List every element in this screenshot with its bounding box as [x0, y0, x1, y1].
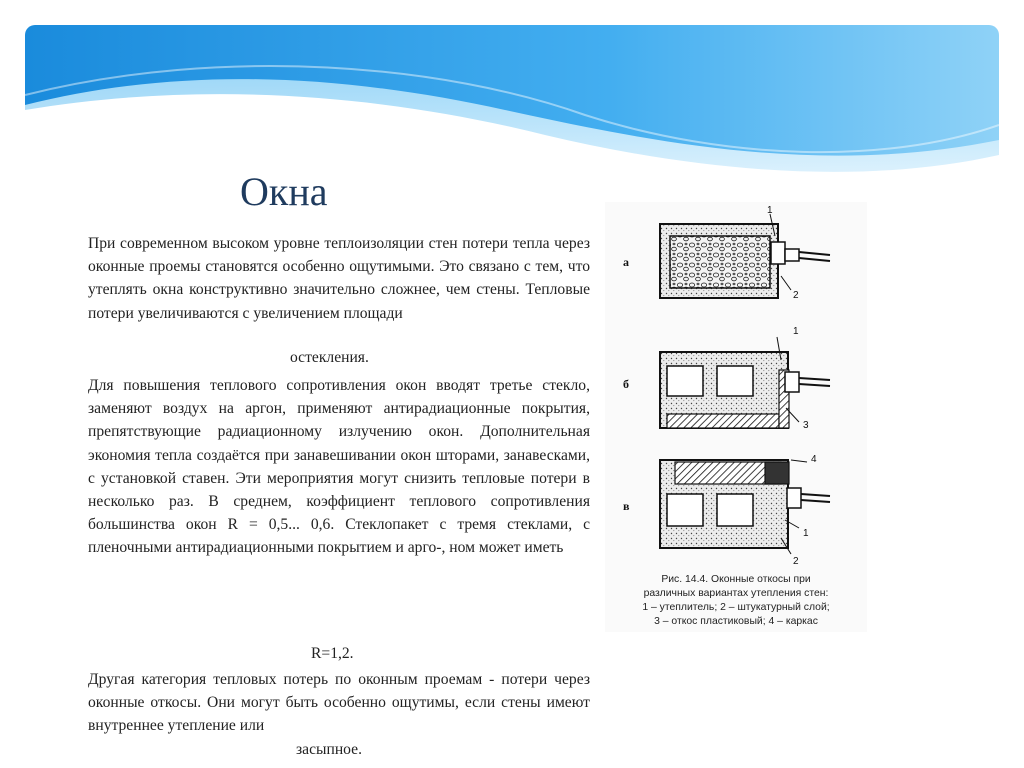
paragraph-1: При современном высоком уровне теплоизоляции стен потери тепла через оконные проемы становятся особенно ощутимыми. Это связано с тем, что утеплять окна конструктивно значительно сложнее, чем стены. Тепловые потери увеличиваются с увеличением площади [88, 235, 590, 322]
header-banner [25, 25, 999, 185]
section-a [660, 214, 830, 298]
caption-line-4: 3 – откос пластиковый; 4 – каркас [654, 616, 818, 627]
label-b: б [623, 377, 629, 391]
caption-line-2: различных вариантах утепления стен: [643, 588, 829, 599]
label-c: в [623, 499, 630, 513]
paragraph-1-end: остекления. [290, 349, 369, 366]
number-b-1: 1 [793, 326, 799, 337]
number-a-1: 1 [767, 205, 773, 216]
figure-drawing [605, 202, 867, 574]
section-c [660, 460, 830, 554]
number-b-3: 3 [803, 420, 809, 431]
window-jamb-figure [605, 202, 867, 632]
paragraph-3-end: засыпное. [296, 741, 362, 758]
r-value: R=1,2. [311, 645, 354, 662]
paragraph-2: Для повышения теплового сопротивления окон вводят третье стекло, заменяют воздух на аргон, применяют антирадиационные покрытия, препятствующие радиационному излучению окон. Дополнительная экономия тепла создаётся при занавешивании окон шторами, занавесками, с установкой ставен. Эти мероприятия могут снизить тепловые потери в несколько раз. В среднем, коэффициент теплового сопротивления большинства окон R = 0,5... 0,6. Стеклопакет с тремя стеклами, с пленочными антирадиационными покрытием и арго-, ном может иметь [88, 377, 590, 557]
number-c-1: 1 [803, 528, 809, 539]
caption-line-1: Рис. 14.4. Оконные откосы при [661, 574, 811, 585]
slide-title: Окна [240, 169, 328, 214]
section-b [660, 337, 830, 428]
number-a-2: 2 [793, 290, 799, 301]
caption-line-3: 1 – утеплитель; 2 – штукатурный слой; [642, 602, 830, 613]
number-c-4: 4 [811, 454, 817, 465]
label-a: а [623, 255, 629, 269]
paragraph-3: Другая категория тепловых потерь по оконным проемам - потери через оконные откосы. Они могут быть особенно ощутимы, если стены имеют внутреннее утепление или [88, 671, 590, 735]
number-c-2: 2 [793, 556, 799, 567]
